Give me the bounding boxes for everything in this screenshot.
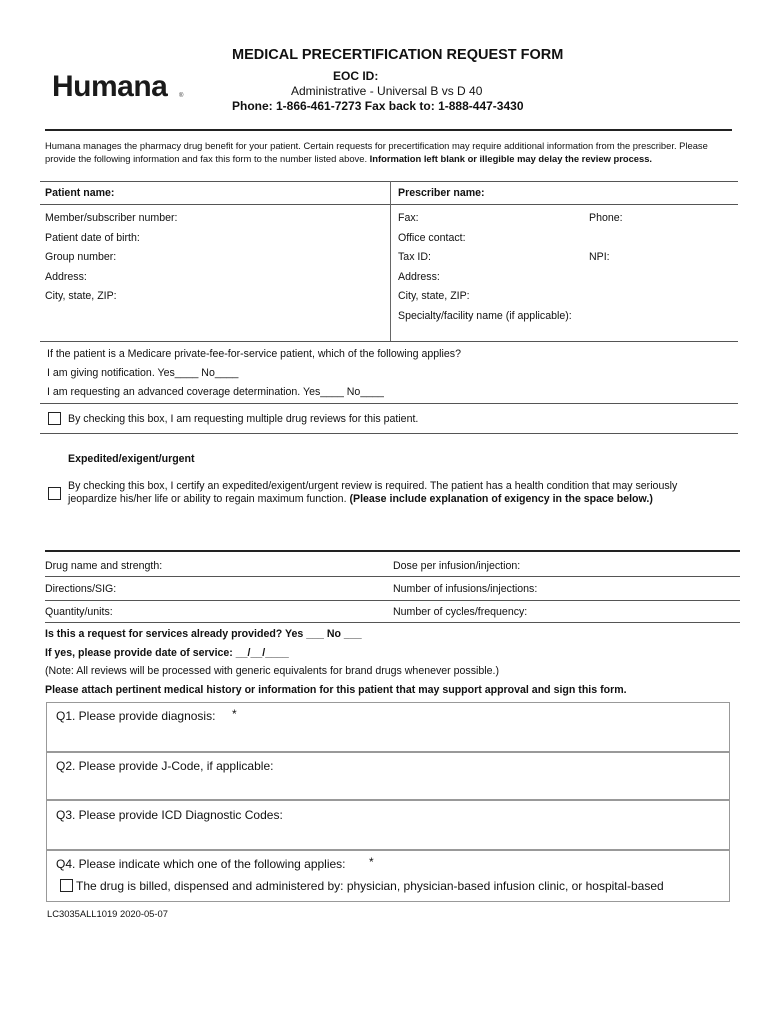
attach-history-note: Please attach pertinent medical history or information for this patient that may support approval and sign this form. <box>45 684 627 696</box>
num-infusions-label: Number of infusions/injections: <box>393 583 538 595</box>
services-provided-question: Is this a request for services already provided? Yes ___ No ___ <box>45 628 362 640</box>
q1-required-mark: * <box>232 707 237 721</box>
table-column-divider <box>390 181 391 341</box>
directions-label: Directions/SIG: <box>45 583 117 595</box>
dose-label: Dose per infusion/injection: <box>393 560 521 572</box>
form-title: MEDICAL PRECERTIFICATION REQUEST FORM <box>232 47 564 63</box>
generic-note: (Note: All reviews will be processed with generic equivalents for brand drugs whenever possible.) <box>45 665 499 677</box>
prescriber-city-label: City, state, ZIP: <box>398 290 470 302</box>
quantity-label: Quantity/units: <box>45 606 113 618</box>
multiple-reviews-checkbox[interactable] <box>48 412 61 425</box>
prescriber-name-label: Prescriber name: <box>398 187 485 199</box>
table-header-border <box>40 204 738 205</box>
table-bottom-border <box>40 341 738 342</box>
drug-name-label: Drug name and strength: <box>45 560 163 572</box>
group-number-label: Group number: <box>45 251 117 263</box>
contact-line: Phone: 1-866-461-7273 Fax back to: 1-888-447-3430 <box>232 99 524 113</box>
q4-option-checkbox[interactable] <box>60 879 73 892</box>
specialty-label: Specialty/facility name (if applicable): <box>398 310 572 322</box>
notification-line: I am giving notification. Yes____ No____ <box>47 367 239 379</box>
q3-label: Q3. Please provide ICD Diagnostic Codes: <box>56 808 283 822</box>
advanced-coverage-line: I am requesting an advanced coverage determination. Yes____ No____ <box>47 386 384 398</box>
drug-row2-border <box>45 600 740 601</box>
expedited-checkbox[interactable] <box>48 487 61 500</box>
phone-label: Phone: <box>589 212 623 224</box>
q2-label: Q2. Please provide J-Code, if applicable: <box>56 759 274 773</box>
patient-city-label: City, state, ZIP: <box>45 290 117 302</box>
header-divider <box>45 129 732 131</box>
plan-name: Administrative - Universal B vs D 40 <box>291 84 483 98</box>
office-contact-label: Office contact: <box>398 232 466 244</box>
npi-label: NPI: <box>589 251 610 263</box>
table-top-border <box>40 181 738 182</box>
fax-label: Fax: <box>398 212 419 224</box>
date-of-service-line: If yes, please provide date of service: __/__/____ <box>45 647 289 659</box>
drug-row3-border <box>45 622 740 623</box>
prescriber-address-label: Address: <box>398 271 440 283</box>
q1-label: Q1. Please provide diagnosis: <box>56 709 216 723</box>
q4-required-mark: * <box>369 855 374 869</box>
humana-logo: Humana <box>52 70 168 103</box>
patient-address-label: Address: <box>45 271 87 283</box>
drug-section-divider <box>45 550 740 552</box>
q4-option-label: The drug is billed, dispensed and administered by: physician, physician-based infusion clinic, or hospital-based <box>76 879 664 893</box>
medicare-question: If the patient is a Medicare private-fee-for-service patient, which of the following applies? <box>47 348 461 360</box>
tax-id-label: Tax ID: <box>398 251 431 263</box>
eoc-id-label: EOC ID: <box>333 69 379 83</box>
cycles-label: Number of cycles/frequency: <box>393 606 528 618</box>
patient-name-label: Patient name: <box>45 187 115 199</box>
expedited-heading: Expedited/exigent/urgent <box>68 453 195 465</box>
registered-mark: ® <box>179 93 184 99</box>
medicare-divider <box>40 403 738 404</box>
multiple-reviews-label: By checking this box, I am requesting multiple drug reviews for this patient. <box>68 413 419 425</box>
q4-label: Q4. Please indicate which one of the following applies: <box>56 857 346 871</box>
form-code: LC3035ALL1019 2020-05-07 <box>47 908 168 919</box>
multiple-reviews-divider <box>40 433 738 434</box>
intro-text: Humana manages the pharmacy drug benefit for your patient. Certain requests for precertification may require additional information from the prescriber. Please provide the following information and fax this form to the number listed above. Information left blank or illegible may delay the review process. <box>45 140 708 164</box>
expedited-text-line1: By checking this box, I certify an expedited/exigent/urgent review is required. The patient has a health condition that may seriously <box>68 480 678 492</box>
member-number-label: Member/subscriber number: <box>45 212 178 224</box>
expedited-text-line2: jeopardize his/her life or ability to regain maximum function. (Please include explanation of exigency in the space below.) <box>68 493 653 505</box>
patient-dob-label: Patient date of birth: <box>45 232 140 244</box>
drug-row1-border <box>45 576 740 577</box>
